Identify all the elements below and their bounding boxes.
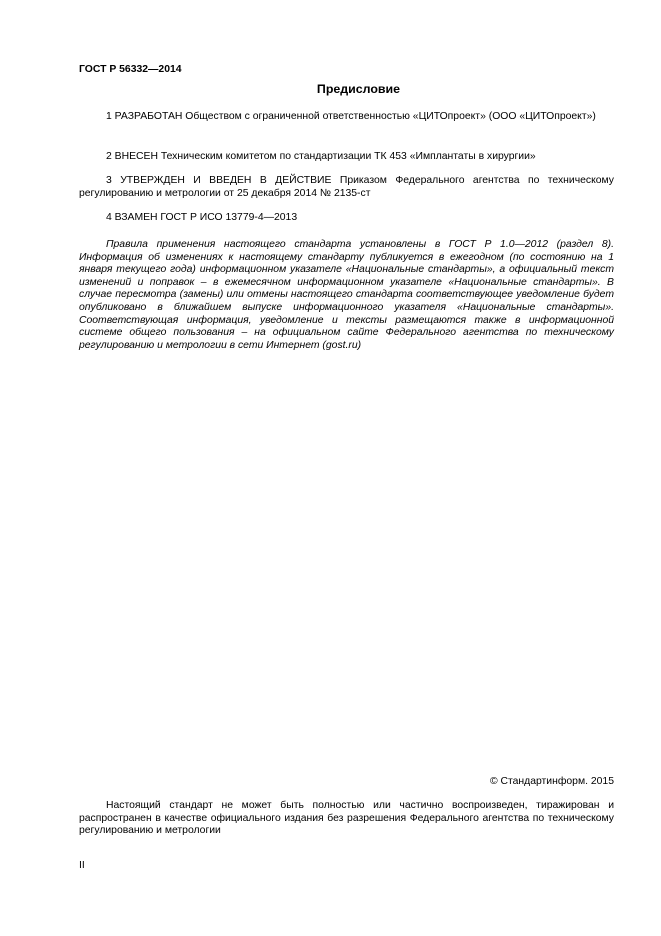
paragraph-introduced-by: 2 ВНЕСЕН Техническим комитетом по стандартизации ТК 453 «Имплантаты в хирургии» <box>106 151 536 162</box>
paragraph-application-rules: Правила применения настоящего стандарта установлены в ГОСТ Р 1.0—2012 (раздел 8). Информация об изменениях к настоящему стандарту публикуется в ежегодном (по состоянию на 1 января текущего года) информационном указателе «Национальные стандарты», а официальный текст изменений и поправок – в ежемесячном информационном указателе «Национальные стандарты». В случае пересмотра (замены) или отмены настоящего стандарта соответствующее уведомление будет опубликовано в ближайшем выпуске информационного указателя «Национальные стандарты». Соответствующая информация, уведомление и тексты размещаются также в информационной системе общего пользования – на официальном сайте Федерального агентства по техническому регулированию и метрологии в сети Интернет (gost.ru) <box>79 239 614 351</box>
reproduction-notice: Настоящий стандарт не может быть полностью или частично воспроизведен, тиражирован и распространен в качестве официального издания без разрешения Федерального агентства по техническому регулированию и метрологии <box>79 800 614 837</box>
page-title: Предисловие <box>316 82 401 96</box>
paragraph-approved: 3 УТВЕРЖДЕН И ВВЕДЕН В ДЕЙСТВИЕ Приказом Федерального агентства по техническому регулированию и метрологии от 25 декабря 2014 № 2135-ст <box>79 175 614 199</box>
paragraph-developed-by: 1 РАЗРАБОТАН Обществом с ограниченной ответственностью «ЦИТОпроект» (ООО «ЦИТОпроект») <box>106 111 596 122</box>
document-code: ГОСТ Р 56332—2014 <box>79 64 182 75</box>
copyright-notice: © Стандартинформ. 2015 <box>489 776 614 787</box>
page-number: II <box>79 860 85 871</box>
paragraph-replaces: 4 ВЗАМЕН ГОСТ Р ИСО 13779-4—2013 <box>106 212 298 223</box>
